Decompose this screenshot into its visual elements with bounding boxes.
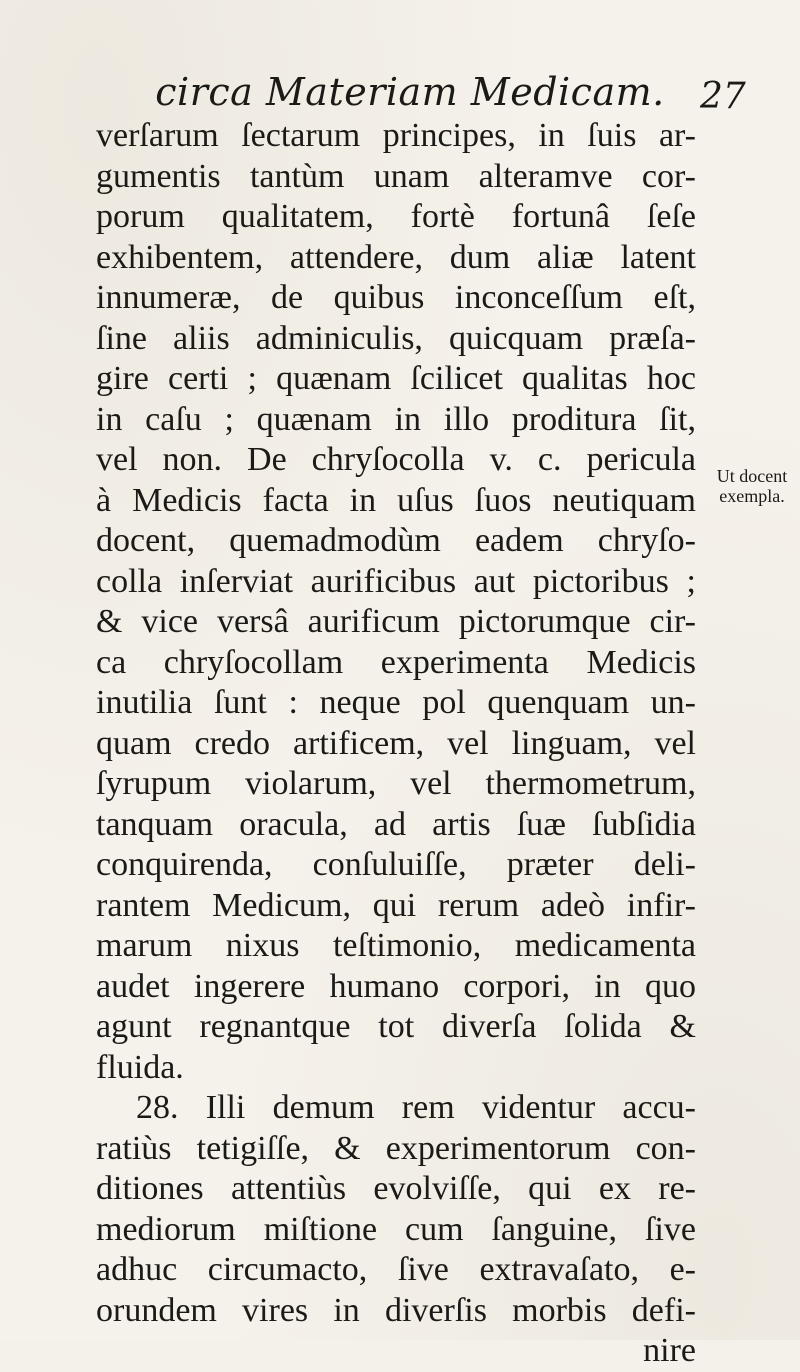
text-line: ditiones attentiùs evolviſſe, qui ex re- [96,1170,696,1207]
text-line: adhuc circumacto, ſive extravaſato, e- [96,1251,696,1288]
text-line: vel non. De chryſocolla v. c. pericula [96,441,696,478]
text-line: ſyrupum violarum, vel thermometrum, [96,765,696,802]
text-line: quam credo artificem, vel linguam, vel [96,724,696,762]
catchword: nire [643,1332,696,1369]
margin-note [710,466,794,506]
body-text [96,116,696,1372]
text-line: à Medicis facta in uſus ſuos neutiquam [96,481,696,519]
text-line: innumeræ, de quibus inconceſſum eſt, [96,279,696,316]
page-number: 27 [700,76,746,117]
text-line: mediorum miſtione cum ſanguine, ſive [96,1210,696,1248]
text-line: fluida. [96,1048,184,1086]
text-line: marum nixus teſtimonio, medicamenta [96,927,696,964]
text-line: & vice versâ aurificum pictorumque cir- [96,603,696,640]
text-line: ratiùs tetigiſſe, & experimentorum con- [96,1129,696,1167]
text-line: audet ingerere humano corpori, in quo [96,967,696,1005]
text-line: gire certi ; quænam ſcilicet qualitas hoc [96,360,696,397]
text-line: ſine aliis adminiculis, quicquam præſa- [96,319,696,357]
text-line: orundem vires in diverſis morbis defi- [96,1291,696,1329]
text-line: in caſu ; quænam in illo proditura ſit, [96,400,696,438]
margin-note-line: Ut docent [716,466,788,486]
text-line: 28. Illi demum rem videntur accu- [136,1089,696,1126]
running-head: circa Materiam Medicam. [155,70,665,114]
text-line: porum qualitatem, fortè fortunâ ſeſe [96,198,696,235]
text-line: tanquam oracula, ad artis ſuæ ſubſidia [96,805,696,843]
text-line: gumentis tantùm unam alteramve cor- [96,157,696,195]
text-line: colla inſerviat aurificibus aut pictoribus ; [96,562,696,600]
page-header [0,70,800,120]
margin-note-line: exempla. [719,486,785,506]
text-line: docent, quemadmodùm eadem chryſo- [96,522,696,559]
text-line: ca chryſocollam experimenta Medicis [96,643,696,681]
text-line: inutilia ſunt : neque pol quenquam un- [96,684,696,721]
text-line: conquirenda, conſuluiſſe, præter deli- [96,846,696,883]
text-line: verſarum ſectarum principes, in ſuis ar- [96,117,696,154]
text-line: exhibentem, attendere, dum aliæ latent [96,238,696,276]
text-line: rantem Medicum, qui rerum adeò infir- [96,886,696,924]
text-line: agunt regnantque tot diverſa ſolida & [96,1008,696,1045]
